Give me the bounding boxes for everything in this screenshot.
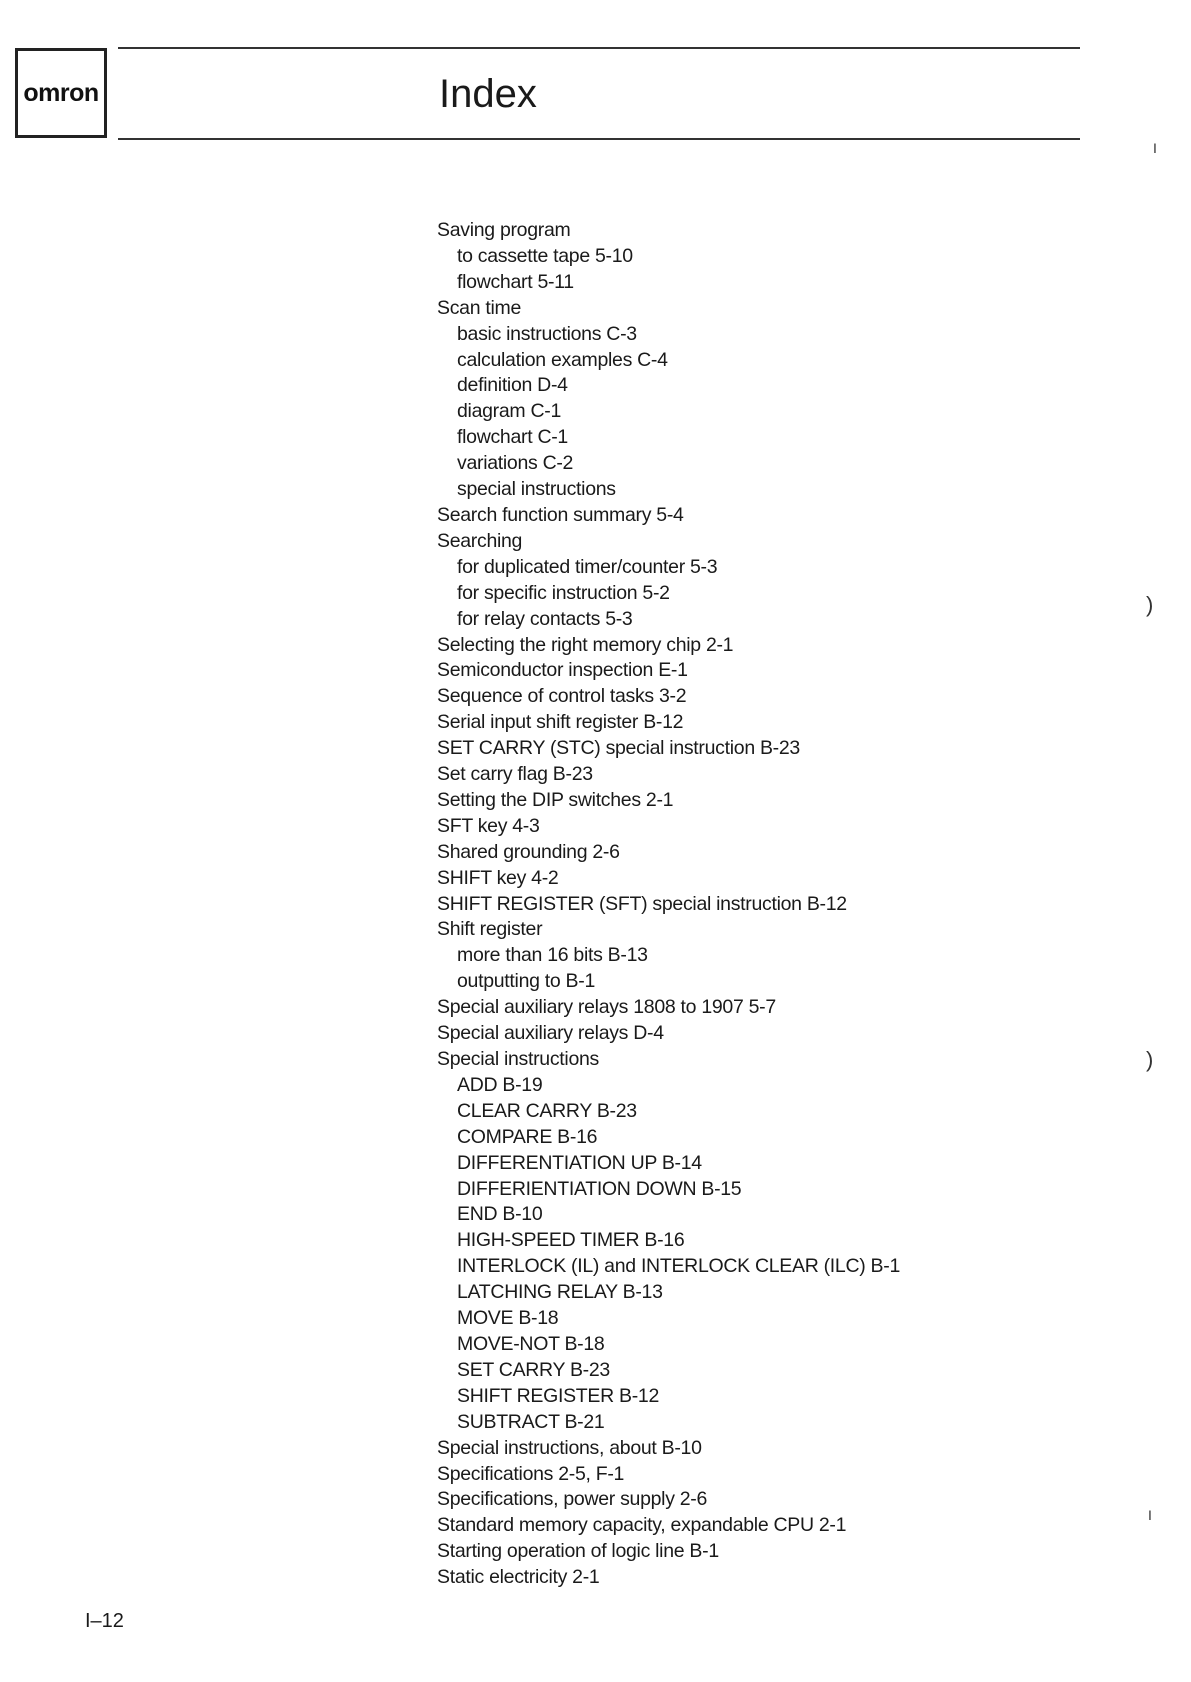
index-subentry: outputting to B-1	[457, 970, 595, 993]
index-entry: Serial input shift register B-12	[437, 711, 684, 734]
index-subentry: MOVE-NOT B-18	[457, 1332, 605, 1355]
header-rule-top	[118, 47, 1080, 49]
index-entry: Shift register	[437, 918, 543, 941]
index-entry: SHIFT REGISTER (SFT) special instruction B-12	[437, 892, 847, 915]
index-subentry: SHIFT REGISTER B-12	[457, 1384, 659, 1407]
margin-mark: )	[1146, 1047, 1154, 1072]
index-subentry: for specific instruction 5-2	[457, 581, 670, 604]
index-entry: Scan time	[437, 296, 522, 319]
index-subentry: HIGH-SPEED TIMER B-16	[457, 1229, 685, 1252]
index-entry: Shared grounding 2-6	[437, 840, 620, 863]
header-rule-bottom	[118, 138, 1080, 140]
index-subentry: for relay contacts 5-3	[457, 607, 633, 630]
margin-mark: )	[1146, 592, 1154, 617]
index-entry: Setting the DIP switches 2-1	[437, 788, 674, 811]
index-subentry: for duplicated timer/counter 5-3	[457, 555, 718, 578]
index-entry: Standard memory capacity, expandable CPU 2-1	[437, 1514, 847, 1537]
index-entry: Static electricity 2-1	[437, 1566, 600, 1589]
index-subentry: diagram C-1	[457, 400, 561, 423]
index-entry: Specifications, power supply 2-6	[437, 1488, 708, 1511]
index-subentry: DIFFERIENTIATION DOWN B-15	[457, 1177, 742, 1200]
logo-text: omron	[23, 78, 99, 107]
omron-logo	[15, 48, 107, 138]
index-subentry: to cassette tape 5-10	[457, 244, 633, 267]
index-entry: Special auxiliary relays 1808 to 1907 5-7	[437, 996, 776, 1019]
index-entry: Special instructions	[437, 1048, 599, 1070]
index-entry: Saving program	[437, 219, 571, 241]
index-entry: Selecting the right memory chip 2-1	[437, 633, 734, 656]
page-number: I–12	[85, 1610, 124, 1632]
index-subentry: variations C-2	[457, 452, 574, 475]
index-entry: Semiconductor inspection E-1	[437, 659, 688, 682]
index-subentry: LATCHING RELAY B-13	[457, 1281, 663, 1304]
index-subentry: SET CARRY B-23	[457, 1358, 610, 1381]
index-subentry: calculation examples C-4	[457, 348, 668, 371]
margin-mark: I	[1153, 140, 1157, 156]
index-entry: Set carry flag B-23	[437, 763, 593, 786]
index-subentry: DIFFERENTIATION UP B-14	[457, 1151, 702, 1174]
index-entry: Sequence of control tasks 3-2	[437, 685, 687, 708]
index-subentry: SUBTRACT B-21	[457, 1410, 605, 1433]
index-subentry: flowchart C-1	[457, 426, 568, 449]
index-subentry: END B-10	[457, 1203, 543, 1226]
index-entry: SET CARRY (STC) special instruction B-23	[437, 737, 800, 760]
margin-mark: I	[1148, 1507, 1152, 1523]
index-entry: Specifications 2-5, F-1	[437, 1462, 625, 1485]
index-subentry: flowchart 5-11	[457, 270, 574, 293]
index-entry: Special instructions, about B-10	[437, 1436, 702, 1459]
index-subentry: more than 16 bits B-13	[457, 944, 648, 967]
page-title: Index	[439, 72, 537, 116]
index-subentry: INTERLOCK (IL) and INTERLOCK CLEAR (ILC) B-1	[457, 1255, 900, 1278]
index-subentry: ADD B-19	[457, 1073, 543, 1096]
index-list	[437, 218, 900, 1591]
index-subentry: special instructions	[457, 478, 616, 501]
index-subentry: MOVE B-18	[457, 1307, 559, 1330]
index-entry: SHIFT key 4-2	[437, 866, 559, 889]
index-entry: SFT key 4-3	[437, 814, 540, 837]
index-entry: Searching	[437, 529, 523, 552]
index-subentry: basic instructions C-3	[457, 322, 637, 345]
index-subentry: definition D-4	[457, 374, 568, 397]
index-entry: Search function summary 5-4	[437, 503, 684, 526]
index-entry: Starting operation of logic line B-1	[437, 1540, 719, 1563]
index-entry: Special auxiliary relays D-4	[437, 1022, 664, 1045]
index-subentry: CLEAR CARRY B-23	[457, 1099, 637, 1122]
index-subentry: COMPARE B-16	[457, 1125, 598, 1148]
